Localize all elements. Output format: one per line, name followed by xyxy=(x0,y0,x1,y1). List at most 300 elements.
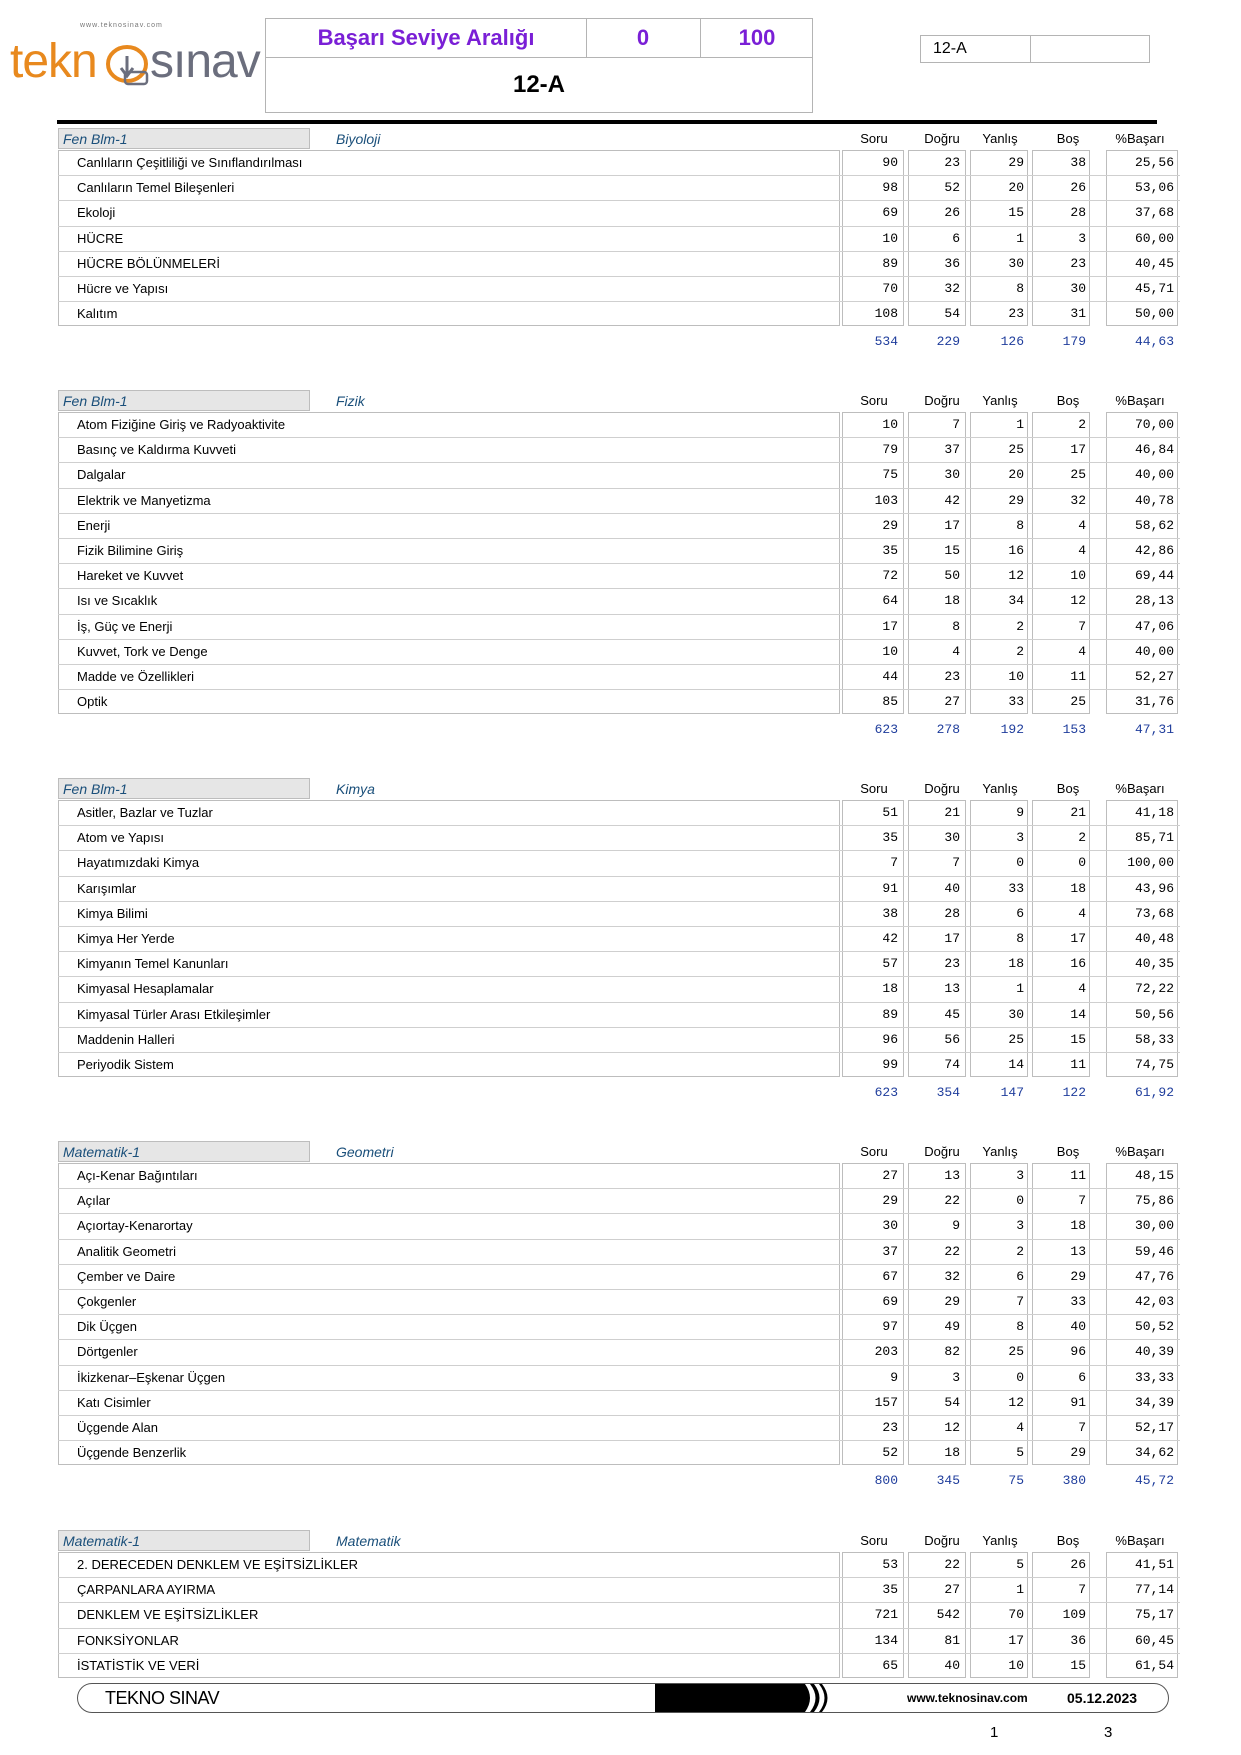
cell-dogru: 52 xyxy=(944,180,960,195)
cell-soru: 89 xyxy=(882,256,898,271)
column-header-bos: Boş xyxy=(1056,393,1080,408)
cell-bos: 2 xyxy=(1078,830,1086,845)
cell-yanlis: 1 xyxy=(1016,417,1024,432)
footer-date: 05.12.2023 xyxy=(1067,1690,1138,1706)
cell-dogru: 6 xyxy=(952,231,960,246)
cell-basari: 85,71 xyxy=(1134,830,1174,845)
cell-soru: 203 xyxy=(874,1344,898,1359)
cell-soru: 53 xyxy=(882,1557,898,1572)
column-header-yanlis: Yanlış xyxy=(982,1533,1018,1548)
cell-yanlis: 30 xyxy=(1008,1007,1024,1022)
section-2 xyxy=(58,778,1180,1107)
cell-basari: 42,86 xyxy=(1134,543,1174,558)
footer-brand: TEKNO SINAV xyxy=(105,1688,220,1708)
totals-row xyxy=(58,1077,1180,1107)
cell-soru: 70 xyxy=(882,281,898,296)
cell-basari: 50,00 xyxy=(1134,306,1174,321)
cell-yanlis: 20 xyxy=(1008,467,1024,482)
page-number-left: 1 xyxy=(990,1724,999,1741)
cell-basari: 34,39 xyxy=(1134,1395,1174,1410)
cell-bos: 4 xyxy=(1078,644,1086,659)
cell-dogru: 21 xyxy=(944,805,960,820)
cell-bos: 14 xyxy=(1070,1007,1086,1022)
cell-soru: 103 xyxy=(874,493,898,508)
cell-bos: 17 xyxy=(1070,442,1086,457)
cell-dogru: 36 xyxy=(944,256,960,271)
cell-bos: 11 xyxy=(1070,1057,1086,1072)
cell-soru: 37 xyxy=(882,1244,898,1259)
cell-bos: 16 xyxy=(1070,956,1086,971)
cell-yanlis: 70 xyxy=(1008,1607,1024,1622)
topic-label: Kimyasal Türler Arası Etkileşimler xyxy=(77,1007,271,1022)
cell-yanlis: 3 xyxy=(1016,1218,1024,1233)
cell-soru: 90 xyxy=(882,155,898,170)
cell-yanlis: 8 xyxy=(1016,281,1024,296)
cell-soru: 23 xyxy=(882,1420,898,1435)
topic-label: Dalgalar xyxy=(77,467,126,482)
total-bos: 380 xyxy=(1062,1473,1086,1488)
cell-basari: 40,45 xyxy=(1134,256,1174,271)
cell-yanlis: 9 xyxy=(1016,805,1024,820)
topic-label: Kalıtım xyxy=(77,306,118,321)
cell-yanlis: 5 xyxy=(1016,1445,1024,1460)
total-bos: 179 xyxy=(1062,334,1086,349)
cell-basari: 72,22 xyxy=(1134,981,1174,996)
cell-dogru: 22 xyxy=(944,1193,960,1208)
cell-yanlis: 6 xyxy=(1016,1269,1024,1284)
cell-yanlis: 16 xyxy=(1008,543,1024,558)
cell-basari: 40,39 xyxy=(1134,1344,1174,1359)
cell-yanlis: 1 xyxy=(1016,1582,1024,1597)
cell-yanlis: 17 xyxy=(1008,1633,1024,1648)
subject-name: Fizik xyxy=(336,393,365,409)
cell-bos: 21 xyxy=(1070,805,1086,820)
cell-bos: 32 xyxy=(1070,493,1086,508)
cell-dogru: 9 xyxy=(952,1218,960,1233)
topic-label: Dörtgenler xyxy=(77,1344,138,1359)
cell-basari: 77,14 xyxy=(1134,1582,1174,1597)
cell-basari: 52,27 xyxy=(1134,669,1174,684)
cell-yanlis: 12 xyxy=(1008,1395,1024,1410)
cell-dogru: 23 xyxy=(944,956,960,971)
column-header-yanlis: Yanlış xyxy=(982,393,1018,408)
cell-yanlis: 10 xyxy=(1008,1658,1024,1673)
cell-bos: 4 xyxy=(1078,543,1086,558)
cell-basari: 52,17 xyxy=(1134,1420,1174,1435)
section-4 xyxy=(58,1530,1180,1678)
cell-yanlis: 33 xyxy=(1008,881,1024,896)
column-header-dogru: Doğru xyxy=(924,1533,960,1548)
cell-bos: 12 xyxy=(1070,593,1086,608)
cell-basari: 100,00 xyxy=(1127,855,1174,870)
cell-bos: 25 xyxy=(1070,694,1086,709)
topic-label: İş, Güç ve Enerji xyxy=(77,619,173,634)
cell-dogru: 23 xyxy=(944,155,960,170)
total-soru: 800 xyxy=(874,1473,898,1488)
topic-label: Ekoloji xyxy=(77,205,116,220)
cell-dogru: 23 xyxy=(944,669,960,684)
topic-label: Kimya Her Yerde xyxy=(77,931,175,946)
topic-label: Üçgende Benzerlik xyxy=(77,1445,187,1460)
cell-soru: 29 xyxy=(882,518,898,533)
cell-soru: 67 xyxy=(882,1269,898,1284)
column-header-basari: %Başarı xyxy=(1115,393,1165,408)
cell-bos: 7 xyxy=(1078,1582,1086,1597)
cell-bos: 15 xyxy=(1070,1032,1086,1047)
logo-tagline: www.teknosinav.com xyxy=(80,22,163,29)
column-header-basari: %Başarı xyxy=(1115,1533,1165,1548)
cell-soru: 10 xyxy=(882,417,898,432)
area-tag: Matematik-1 xyxy=(58,1141,310,1162)
area-tag: Matematik-1 xyxy=(58,1530,310,1551)
topic-label: Hayatımızdaki Kimya xyxy=(77,855,200,870)
cell-basari: 46,84 xyxy=(1134,442,1174,457)
topic-label: Kimyanın Temel Kanunları xyxy=(77,956,229,971)
cell-soru: 96 xyxy=(882,1032,898,1047)
cell-dogru: 3 xyxy=(952,1370,960,1385)
column-header-dogru: Doğru xyxy=(924,131,960,146)
cell-bos: 7 xyxy=(1078,619,1086,634)
range-min: 0 xyxy=(586,19,701,57)
cell-basari: 37,68 xyxy=(1134,205,1174,220)
topic-label: Katı Cisimler xyxy=(77,1395,151,1410)
topic-label: 2. DERECEDEN DENKLEM VE EŞİTSİZLİKLER xyxy=(77,1557,359,1572)
cell-yanlis: 8 xyxy=(1016,931,1024,946)
cell-bos: 109 xyxy=(1062,1607,1086,1622)
cell-dogru: 32 xyxy=(944,1269,960,1284)
topic-label: Optik xyxy=(77,694,108,709)
topic-label: Karışımlar xyxy=(77,881,137,896)
success-range-box xyxy=(265,18,813,113)
column-header-bos: Boş xyxy=(1056,781,1080,796)
cell-dogru: 12 xyxy=(944,1420,960,1435)
cell-dogru: 42 xyxy=(944,493,960,508)
topic-label: Maddenin Halleri xyxy=(77,1032,175,1047)
topic-label: İSTATİSTİK VE VERİ xyxy=(77,1658,200,1673)
cell-bos: 7 xyxy=(1078,1420,1086,1435)
column-header-dogru: Doğru xyxy=(924,781,960,796)
footer-black-bar xyxy=(655,1684,833,1712)
cell-dogru: 56 xyxy=(944,1032,960,1047)
total-yanlis: 192 xyxy=(1000,722,1024,737)
cell-basari: 48,15 xyxy=(1134,1168,1174,1183)
cell-yanlis: 25 xyxy=(1008,1344,1024,1359)
topic-label: HÜCRE BÖLÜNMELERİ xyxy=(77,256,221,271)
cell-basari: 41,18 xyxy=(1134,805,1174,820)
cell-soru: 721 xyxy=(874,1607,898,1622)
cell-soru: 52 xyxy=(882,1445,898,1460)
cell-soru: 38 xyxy=(882,906,898,921)
cell-bos: 4 xyxy=(1078,981,1086,996)
cell-basari: 58,33 xyxy=(1134,1032,1174,1047)
cell-soru: 35 xyxy=(882,830,898,845)
cell-basari: 25,56 xyxy=(1134,155,1174,170)
cell-dogru: 32 xyxy=(944,281,960,296)
cell-bos: 26 xyxy=(1070,180,1086,195)
topic-table xyxy=(58,1552,1180,1678)
total-soru: 623 xyxy=(874,722,898,737)
teknosinav-logo xyxy=(10,18,260,98)
column-header-soru: Soru xyxy=(860,1144,888,1159)
cell-dogru: 542 xyxy=(936,1607,960,1622)
total-basari: 61,92 xyxy=(1134,1085,1174,1100)
cell-basari: 31,76 xyxy=(1134,694,1174,709)
cell-yanlis: 30 xyxy=(1008,256,1024,271)
cell-basari: 69,44 xyxy=(1134,568,1174,583)
cell-basari: 28,13 xyxy=(1134,593,1174,608)
cell-dogru: 54 xyxy=(944,1395,960,1410)
total-basari: 44,63 xyxy=(1134,334,1174,349)
cell-bos: 96 xyxy=(1070,1344,1086,1359)
column-header-soru: Soru xyxy=(860,131,888,146)
section-0 xyxy=(58,128,1180,356)
total-bos: 122 xyxy=(1062,1085,1086,1100)
cell-yanlis: 6 xyxy=(1016,906,1024,921)
header-divider xyxy=(57,120,1157,124)
column-header-basari: %Başarı xyxy=(1115,131,1165,146)
cell-basari: 45,71 xyxy=(1134,281,1174,296)
cell-dogru: 28 xyxy=(944,906,960,921)
cell-dogru: 29 xyxy=(944,1294,960,1309)
cell-yanlis: 25 xyxy=(1008,442,1024,457)
topic-label: Periyodik Sistem xyxy=(77,1057,174,1072)
topic-label: Madde ve Özellikleri xyxy=(77,669,195,684)
cell-basari: 70,00 xyxy=(1134,417,1174,432)
column-header-bos: Boş xyxy=(1056,1144,1080,1159)
column-header-dogru: Doğru xyxy=(924,1144,960,1159)
section-header xyxy=(58,390,1180,412)
cell-basari: 50,56 xyxy=(1134,1007,1174,1022)
topic-label: Canlıların Çeşitliliği ve Sınıflandırılması xyxy=(77,155,303,170)
cell-bos: 36 xyxy=(1070,1633,1086,1648)
column-header-yanlis: Yanlış xyxy=(982,1144,1018,1159)
cell-dogru: 18 xyxy=(944,593,960,608)
column-header-bos: Boş xyxy=(1056,131,1080,146)
cell-yanlis: 3 xyxy=(1016,1168,1024,1183)
subject-name: Matematik xyxy=(336,1533,401,1549)
cell-bos: 4 xyxy=(1078,906,1086,921)
cell-yanlis: 8 xyxy=(1016,1319,1024,1334)
column-header-soru: Soru xyxy=(860,781,888,796)
topic-label: Çember ve Daire xyxy=(77,1269,176,1284)
class-selector-box xyxy=(920,35,1150,63)
section-1 xyxy=(58,390,1180,744)
subject-name: Geometri xyxy=(336,1144,394,1160)
cell-dogru: 13 xyxy=(944,981,960,996)
cell-dogru: 82 xyxy=(944,1344,960,1359)
cell-yanlis: 20 xyxy=(1008,180,1024,195)
cell-soru: 7 xyxy=(890,855,898,870)
cell-basari: 33,33 xyxy=(1134,1370,1174,1385)
cell-bos: 25 xyxy=(1070,467,1086,482)
cell-basari: 75,86 xyxy=(1134,1193,1174,1208)
section-header xyxy=(58,1141,1180,1163)
cell-basari: 40,48 xyxy=(1134,931,1174,946)
cell-soru: 91 xyxy=(882,881,898,896)
cell-yanlis: 29 xyxy=(1008,493,1024,508)
cell-bos: 7 xyxy=(1078,1193,1086,1208)
cell-soru: 10 xyxy=(882,231,898,246)
topic-label: FONKSİYONLAR xyxy=(77,1633,179,1648)
cell-bos: 18 xyxy=(1070,1218,1086,1233)
cell-soru: 69 xyxy=(882,205,898,220)
area-tag: Fen Blm-1 xyxy=(58,778,310,799)
cell-basari: 30,00 xyxy=(1134,1218,1174,1233)
cell-yanlis: 15 xyxy=(1008,205,1024,220)
topic-label: Dik Üçgen xyxy=(77,1319,137,1334)
cell-bos: 38 xyxy=(1070,155,1086,170)
cell-bos: 40 xyxy=(1070,1319,1086,1334)
total-basari: 47,31 xyxy=(1134,722,1174,737)
cell-dogru: 18 xyxy=(944,1445,960,1460)
cell-bos: 33 xyxy=(1070,1294,1086,1309)
cell-yanlis: 5 xyxy=(1016,1557,1024,1572)
topic-table xyxy=(58,412,1180,714)
page-number-right: 3 xyxy=(1104,1724,1113,1741)
topic-label: Kuvvet, Tork ve Denge xyxy=(77,644,208,659)
cell-yanlis: 33 xyxy=(1008,694,1024,709)
cell-bos: 17 xyxy=(1070,931,1086,946)
topic-label: ÇARPANLARA AYIRMA xyxy=(77,1582,216,1597)
cell-yanlis: 10 xyxy=(1008,669,1024,684)
cell-dogru: 17 xyxy=(944,518,960,533)
cell-basari: 59,46 xyxy=(1134,1244,1174,1259)
cell-bos: 29 xyxy=(1070,1269,1086,1284)
cell-soru: 42 xyxy=(882,931,898,946)
topic-label: Enerji xyxy=(77,518,111,533)
cell-soru: 97 xyxy=(882,1319,898,1334)
cell-soru: 85 xyxy=(882,694,898,709)
cell-yanlis: 1 xyxy=(1016,231,1024,246)
cell-soru: 89 xyxy=(882,1007,898,1022)
cell-yanlis: 0 xyxy=(1016,855,1024,870)
cell-soru: 9 xyxy=(890,1370,898,1385)
topic-table xyxy=(58,150,1180,326)
subject-name: Biyoloji xyxy=(336,131,381,147)
cell-basari: 53,06 xyxy=(1134,180,1174,195)
range-max: 100 xyxy=(738,25,776,50)
topic-label: Atom Fiziğine Giriş ve Radyoaktivite xyxy=(77,417,286,432)
topic-label: Kimya Bilimi xyxy=(77,906,148,921)
cell-yanlis: 14 xyxy=(1008,1057,1024,1072)
total-soru: 534 xyxy=(874,334,898,349)
cell-dogru: 26 xyxy=(944,205,960,220)
cell-soru: 108 xyxy=(874,306,898,321)
subject-name: Kimya xyxy=(336,781,375,797)
logo-word-right: sınav xyxy=(150,35,260,88)
cell-soru: 64 xyxy=(882,593,898,608)
cell-dogru: 27 xyxy=(944,1582,960,1597)
topic-label: HÜCRE xyxy=(77,231,124,246)
total-dogru: 345 xyxy=(936,1473,960,1488)
topic-table xyxy=(58,800,1180,1077)
cell-basari: 58,62 xyxy=(1134,518,1174,533)
cell-yanlis: 29 xyxy=(1008,155,1024,170)
cell-bos: 2 xyxy=(1078,417,1086,432)
cell-soru: 17 xyxy=(882,619,898,634)
topic-label: Açı-Kenar Bağıntıları xyxy=(77,1168,198,1183)
topic-label: Isı ve Sıcaklık xyxy=(77,593,158,608)
cell-dogru: 40 xyxy=(944,1658,960,1673)
topic-table xyxy=(58,1163,1180,1465)
cell-bos: 15 xyxy=(1070,1658,1086,1673)
cell-soru: 10 xyxy=(882,644,898,659)
cell-basari: 42,03 xyxy=(1134,1294,1174,1309)
cell-dogru: 40 xyxy=(944,881,960,896)
footer-website: www.teknosinav.com xyxy=(907,1691,1028,1705)
cell-soru: 134 xyxy=(874,1633,898,1648)
cell-dogru: 17 xyxy=(944,931,960,946)
cell-dogru: 81 xyxy=(944,1633,960,1648)
cell-dogru: 27 xyxy=(944,694,960,709)
topic-label: Açıortay-Kenarortay xyxy=(77,1218,193,1233)
cell-yanlis: 8 xyxy=(1016,518,1024,533)
cell-yanlis: 2 xyxy=(1016,644,1024,659)
cell-dogru: 7 xyxy=(952,855,960,870)
cell-dogru: 37 xyxy=(944,442,960,457)
topic-label: Basınç ve Kaldırma Kuvveti xyxy=(77,442,236,457)
cell-basari: 40,00 xyxy=(1134,644,1174,659)
cell-basari: 60,00 xyxy=(1134,231,1174,246)
cell-yanlis: 23 xyxy=(1008,306,1024,321)
cell-dogru: 4 xyxy=(952,644,960,659)
cell-soru: 18 xyxy=(882,981,898,996)
cell-bos: 11 xyxy=(1070,669,1086,684)
cell-yanlis: 3 xyxy=(1016,830,1024,845)
cell-basari: 74,75 xyxy=(1134,1057,1174,1072)
cell-bos: 6 xyxy=(1078,1370,1086,1385)
cell-bos: 29 xyxy=(1070,1445,1086,1460)
column-header-bos: Boş xyxy=(1056,1533,1080,1548)
topic-label: Hücre ve Yapısı xyxy=(77,281,169,296)
cell-yanlis: 0 xyxy=(1016,1193,1024,1208)
cell-bos: 3 xyxy=(1078,231,1086,246)
cell-basari: 40,00 xyxy=(1134,467,1174,482)
column-header-yanlis: Yanlış xyxy=(982,781,1018,796)
cell-bos: 91 xyxy=(1070,1395,1086,1410)
cell-dogru: 50 xyxy=(944,568,960,583)
topic-label: Açılar xyxy=(77,1193,111,1208)
column-header-basari: %Başarı xyxy=(1115,781,1165,796)
cell-soru: 57 xyxy=(882,956,898,971)
cell-yanlis: 4 xyxy=(1016,1420,1024,1435)
cell-basari: 34,62 xyxy=(1134,1445,1174,1460)
cell-soru: 44 xyxy=(882,669,898,684)
column-header-yanlis: Yanlış xyxy=(982,131,1018,146)
column-header-basari: %Başarı xyxy=(1115,1144,1165,1159)
cell-yanlis: 18 xyxy=(1008,956,1024,971)
topic-label: Atom ve Yapısı xyxy=(77,830,164,845)
cell-dogru: 74 xyxy=(944,1057,960,1072)
cell-dogru: 30 xyxy=(944,467,960,482)
total-dogru: 229 xyxy=(936,334,960,349)
total-yanlis: 147 xyxy=(1000,1085,1024,1100)
cell-soru: 65 xyxy=(882,1658,898,1673)
total-dogru: 278 xyxy=(936,722,960,737)
cell-soru: 69 xyxy=(882,1294,898,1309)
topic-label: Hareket ve Kuvvet xyxy=(77,568,184,583)
cell-soru: 79 xyxy=(882,442,898,457)
cell-bos: 10 xyxy=(1070,568,1086,583)
cell-basari: 61,54 xyxy=(1134,1658,1174,1673)
cell-soru: 30 xyxy=(882,1218,898,1233)
success-range-title: Başarı Seviye Aralığı xyxy=(266,19,587,57)
total-yanlis: 75 xyxy=(1008,1473,1024,1488)
section-header xyxy=(58,1530,1180,1552)
topic-label: Analitik Geometri xyxy=(77,1244,176,1259)
topic-label: Üçgende Alan xyxy=(77,1420,158,1435)
cell-basari: 40,35 xyxy=(1134,956,1174,971)
